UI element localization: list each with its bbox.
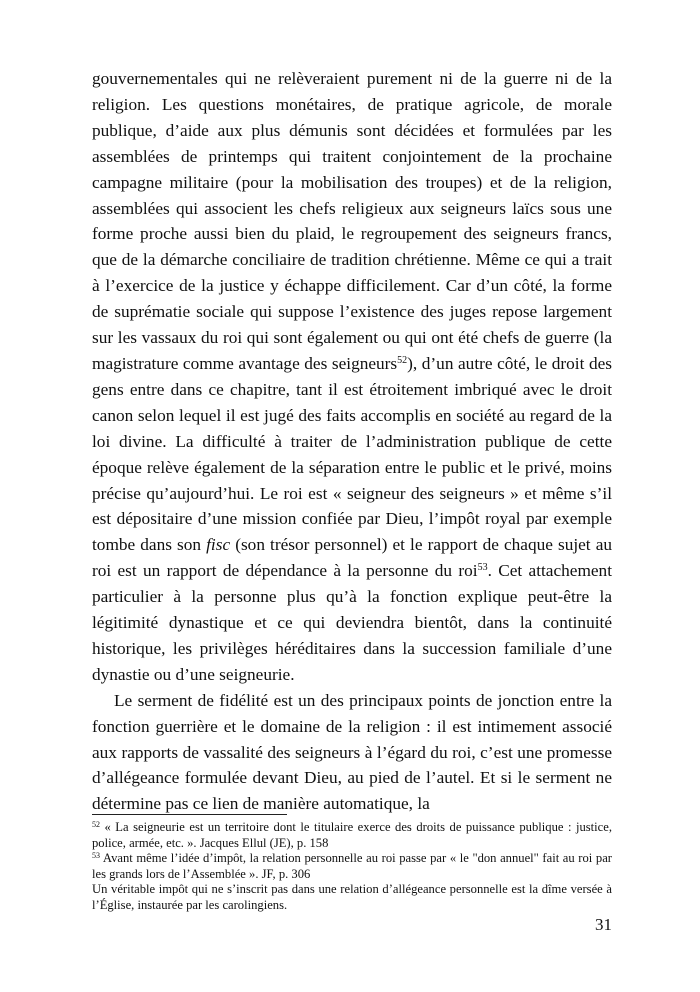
- paragraph-1-text-a: gouvernementales qui ne relèveraient purement ni de la guerre ni de la religion. Les questions monétaires, de pratique agricole, de morale publique, d’aide aux plus démunis sont décidées et formulées par les assemblées de printemps qui traitent conjointement de la prochaine campagne militaire (pour la mobilisation des troupes) et de la religion, assemblées qui associent les chefs religieux aux seigneurs laïcs sous une forme proche aussi bien du plaid, le regroupement des seigneurs francs, que de la démarche conciliaire de tradition chrétienne. Même ce qui a trait à l’exercice de la justice y échappe difficilement. Car d’un côté, la forme de suprématie sociale qui suppose l’existence des juges repose largement sur les vassaux du roi qui sont également ou qui ont été chefs de guerre (la magistrature comme avantage des seigneurs: [92, 69, 612, 373]
- footnote-53-number: 53: [92, 851, 100, 861]
- page-number: 31: [595, 915, 612, 934]
- paragraph-1-text-c: (son trésor personnel) et le rapport de chaque sujet au roi est un rapport de dépendance à la personne du roi: [92, 535, 612, 581]
- footnote-ref-53[interactable]: 53: [477, 562, 488, 574]
- footnote-separator: [92, 814, 287, 815]
- footnote-53-text: Avant même l’idée d’impôt, la relation personnelle au roi passe par « le "don annuel" fait au roi par les grands lors de l’Assemblée ». JF, p. 306: [92, 851, 612, 881]
- footnote-53: [92, 851, 612, 882]
- footnotes: [92, 820, 612, 914]
- footnote-52-number: 52: [92, 820, 100, 829]
- body-text: [92, 66, 612, 817]
- footnote-ref-52[interactable]: 52: [397, 354, 408, 366]
- paragraph-1-text-d: . Cet attachement particulier à la personne plus qu’à la fonction explique peut-être la légitimité dynastique et ce qui deviendra bientôt, dans la continuité historique, les privilèges héréditaires dans la succession familiale d’une dynastie ou d’une seigneurie.: [92, 561, 612, 684]
- paragraph-2: Le serment de fidélité est un des principaux points de jonction entre la fonction guerrière et le domaine de la religion : il est intimement associé aux rapports de vassalité des seigneurs à l’égard du roi, c’est une promesse d’allégeance formulée devant Dieu, au pied de l’autel. Et si le serment ne détermine pas ce lien de manière automatique, la: [92, 690, 612, 814]
- paragraph-1-text-b: ), d’un autre côté, le droit des gens entre dans ce chapitre, tant il est étroitement imbriqué avec le droit canon selon lequel il est jugé des faits accomplis en société au regard de la loi divine. La difficulté à traiter de l’administration publique de cette époque relève également de la séparation entre le public et le privé, moins précise qu’aujourd’hui. Le roi est « seigneur des seigneurs » et même s’il est dépositaire d’une mission confiée par Dieu, l’impôt royal par exemple tombe dans son: [92, 353, 612, 555]
- footnote-53-continuation: Un véritable impôt qui ne s’inscrit pas dans une relation d’allégeance personnelle est la dîme versée à l’Église, instaurée par les carolingiens.: [92, 882, 612, 912]
- italic-term-fisc: fisc: [206, 535, 231, 555]
- paragraph-1: [92, 66, 612, 688]
- footnote-52: [92, 820, 612, 851]
- footnote-52-text: « La seigneurie est un territoire dont le titulaire exerce des droits de puissance publique : justice, police, armée, etc. ». Jacques Ellul (JE), p. 158: [92, 820, 612, 850]
